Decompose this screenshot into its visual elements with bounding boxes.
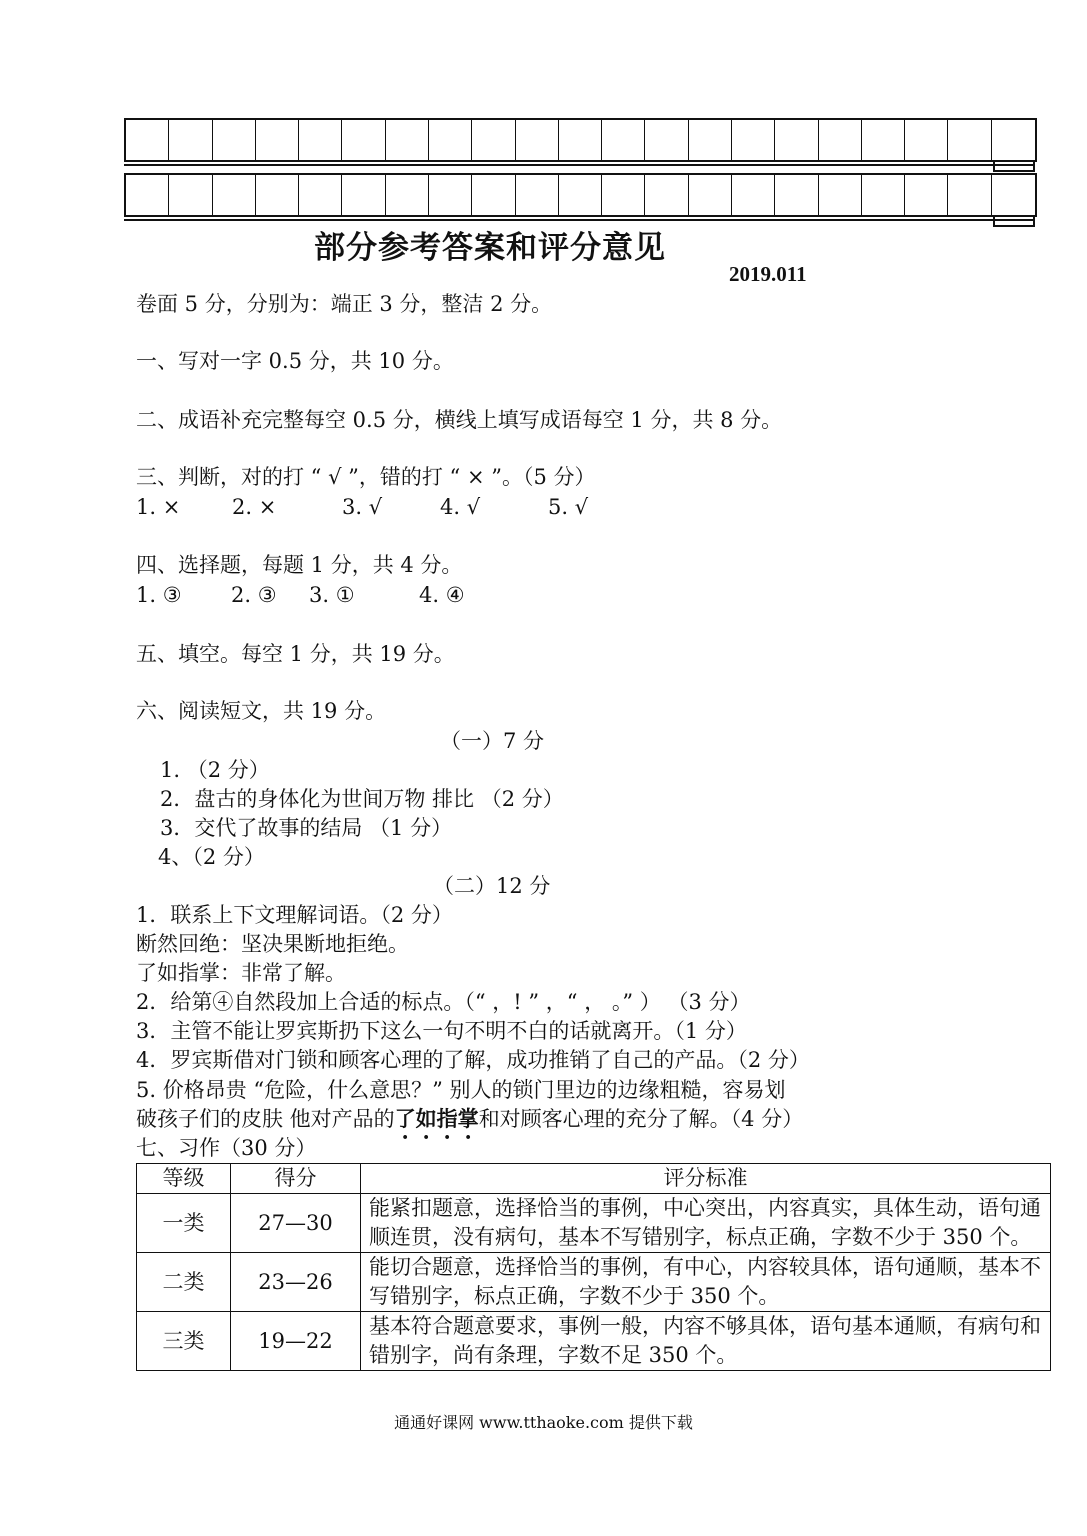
- grade-level: 三类: [137, 1312, 231, 1371]
- table-header-row: [137, 1164, 1051, 1194]
- answer-text: 破孩子们的皮肤 他对产品的: [136, 1107, 395, 1131]
- part-2-answer-3: 3．主管不能让罗宾斯扔下这么一句不明不白的话就离开。（1 分）: [136, 1019, 747, 1043]
- answer-item: 1. ×: [136, 495, 181, 519]
- table-row: [137, 1253, 1051, 1312]
- column-header: 得分: [231, 1164, 361, 1194]
- section-1-line: 一、写对一字 0.5 分，共 10 分。: [136, 349, 454, 373]
- grade-criteria: 能切合题意，选择恰当的事例，有中心，内容较具体，语句通顺，基本不写错别字，标点正确，字数不少于 350 个。: [361, 1253, 1051, 1312]
- section-6-heading: 六、阅读短文，共 19 分。: [136, 699, 387, 723]
- character-grid-row-1: [124, 118, 1037, 162]
- presentation-score-line: 卷面 5 分，分别为：端正 3 分，整洁 2 分。: [136, 292, 553, 316]
- answer-item: 2. ③: [231, 583, 277, 607]
- emphasized-phrase: 了如指掌: [394, 1106, 479, 1131]
- column-header: 评分标准: [361, 1164, 1051, 1194]
- part-2-answer-2: 2．给第④自然段加上合适的标点。（“ ，! ” ，“ ， 。” ） （3 分）: [136, 990, 751, 1014]
- answer-item: 4. √: [440, 495, 481, 519]
- part-2-answer-1: 1．联系上下文理解词语。（2 分）: [136, 903, 453, 927]
- section-6-part-1-heading: （一）7 分: [440, 729, 545, 753]
- section-4-answers: [136, 581, 465, 609]
- grid-baseline-1: [124, 164, 1035, 166]
- part-2-answer-1a: 断然回绝：坚决果断地拒绝。: [136, 932, 409, 956]
- section-3-heading: 三、判断，对的打 “ √ ”，错的打 “ × ”。（5 分）: [136, 465, 596, 489]
- section-7-heading: 七、习作（30 分）: [136, 1136, 317, 1160]
- table-row: [137, 1194, 1051, 1253]
- grade-score: 27—30: [231, 1194, 361, 1253]
- section-5-line: 五、填空。每空 1 分，共 19 分。: [136, 642, 455, 666]
- page-title: 部分参考答案和评分意见: [314, 230, 666, 266]
- part-1-answer-2: 2．盘古的身体化为世间万物 排比 （2 分）: [160, 787, 564, 811]
- column-header: 等级: [137, 1164, 231, 1194]
- grid-baseline-2: [124, 219, 1035, 221]
- grading-table: [136, 1163, 1051, 1371]
- section-3-answers: [136, 493, 588, 521]
- part-1-answer-1: 1. （2 分）: [160, 758, 270, 782]
- part-2-answer-4: 4．罗宾斯借对门锁和顾客心理的了解，成功推销了自己的产品。（2 分）: [136, 1048, 810, 1072]
- part-2-answer-5: 5. 价格昂贵 “危险，什么意思？” 别人的锁门里边的边缘粗糙，容易划: [136, 1078, 786, 1102]
- answer-text: 和对顾客心理的充分了解。（4 分）: [478, 1107, 804, 1131]
- section-2-line: 二、成语补充完整每空 0.5 分，横线上填写成语每空 1 分，共 8 分。: [136, 408, 783, 432]
- page-footer: 通通好课网 www.tthaoke.com 提供下载: [394, 1413, 693, 1432]
- section-4-heading: 四、选择题，每题 1 分，共 4 分。: [136, 553, 463, 577]
- answer-item: 3. ①: [309, 583, 355, 607]
- answer-item: 2. ×: [232, 495, 277, 519]
- answer-item: 1. ③: [136, 583, 182, 607]
- grade-criteria: 基本符合题意要求，事例一般，内容不够具体，语句基本通顺，有病句和错别字，尚有条理，字数不足 350 个。: [361, 1312, 1051, 1371]
- answer-item: 4. ④: [419, 583, 465, 607]
- section-6-part-2-heading: （二）12 分: [433, 874, 551, 898]
- part-2-answer-1b: 了如指掌：非常了解。: [136, 961, 346, 985]
- character-grid-row-2: [124, 173, 1037, 217]
- part-1-answer-3: 3．交代了故事的结局 （1 分）: [160, 816, 453, 840]
- grid-tab-2: [993, 217, 1035, 227]
- grade-level: 一类: [137, 1194, 231, 1253]
- answer-item: 3. √: [342, 495, 383, 519]
- answer-item: 5. √: [548, 495, 589, 519]
- document-date: 2019.011: [729, 262, 807, 286]
- part-1-answer-4: 4、（2 分）: [158, 845, 265, 869]
- grade-score: 23—26: [231, 1253, 361, 1312]
- grade-score: 19—22: [231, 1312, 361, 1371]
- grade-level: 二类: [137, 1253, 231, 1312]
- table-row: [137, 1312, 1051, 1371]
- grid-tab-1: [993, 162, 1035, 172]
- grade-criteria: 能紧扣题意，选择恰当的事例，中心突出，内容真实，具体生动，语句通顺连贯，没有病句，基本不写错别字，标点正确，字数不少于 350 个。: [361, 1194, 1051, 1253]
